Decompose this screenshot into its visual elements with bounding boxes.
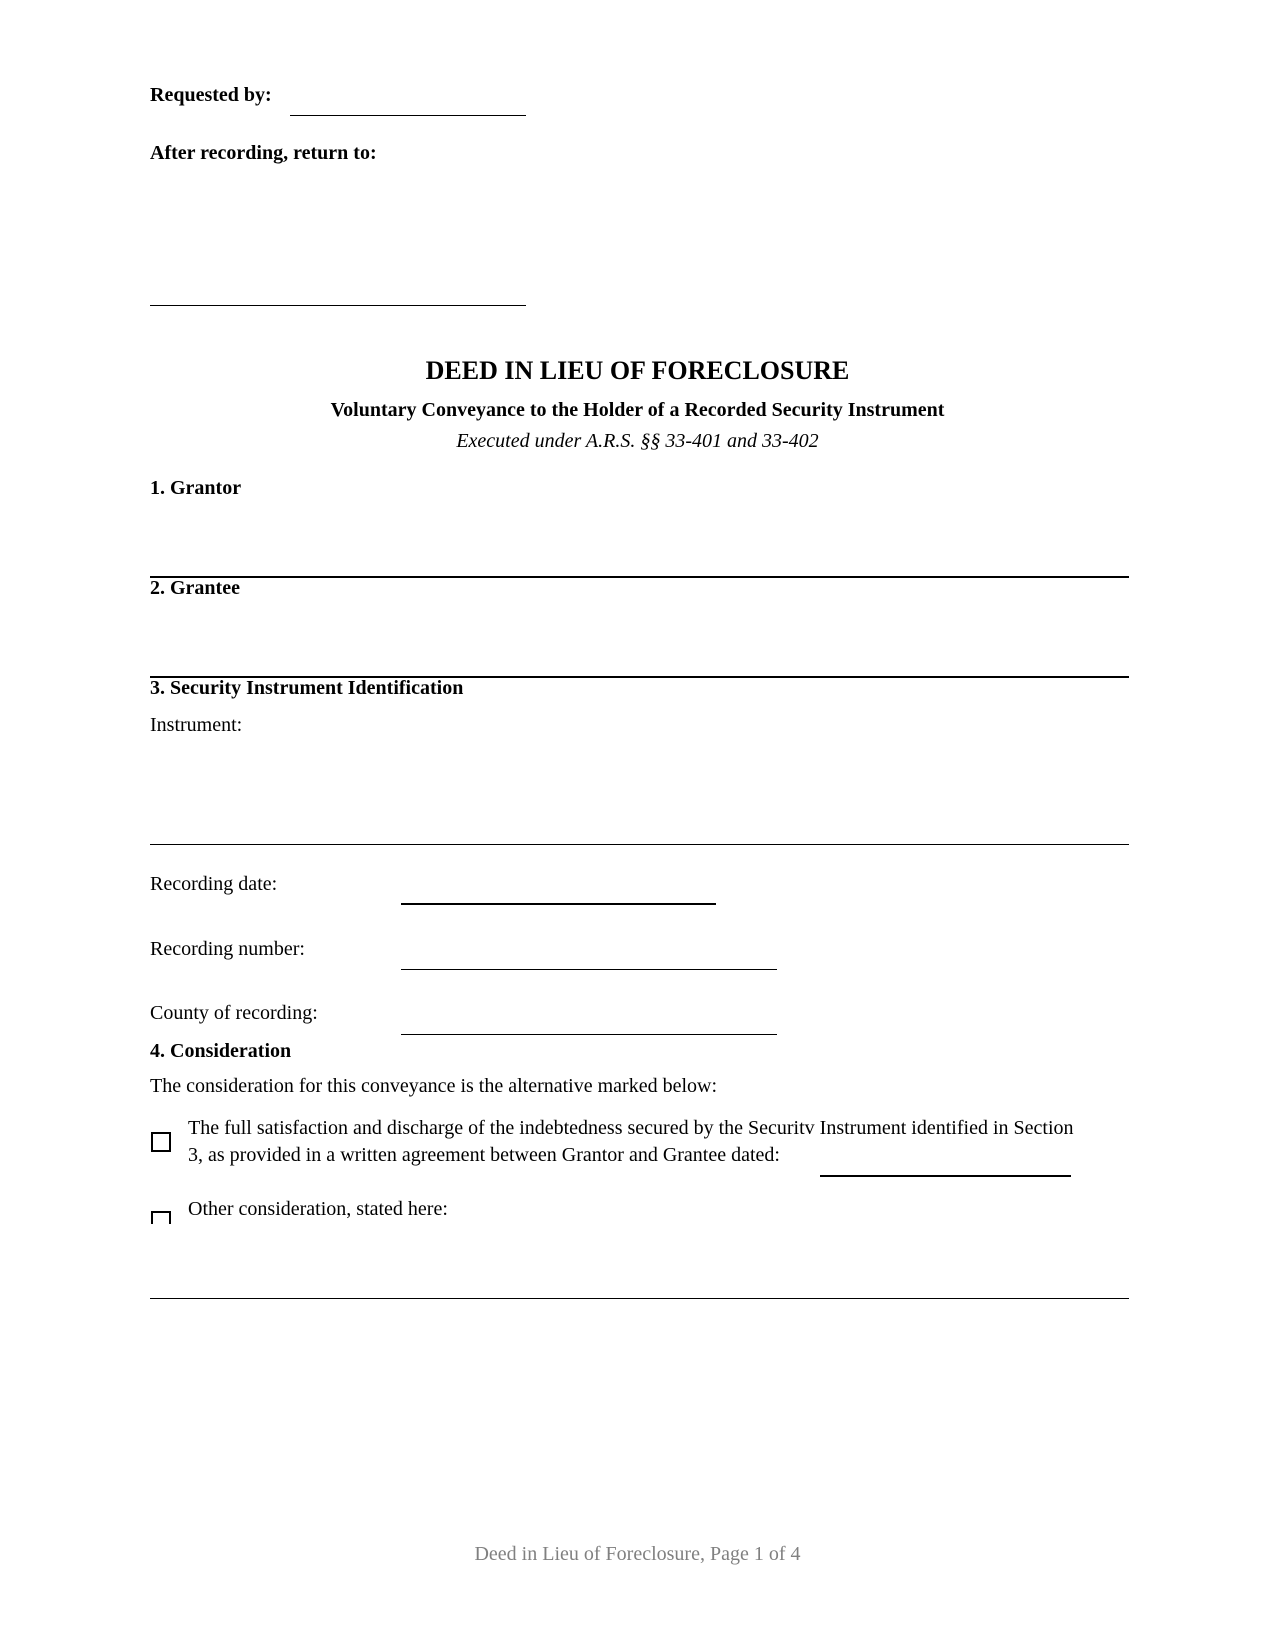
requested-by-field[interactable] [290, 115, 526, 116]
page-footer: Deed in Lieu of Foreclosure, Page 1 of 4 [474, 1543, 801, 1565]
grantor-heading: 1. Grantor [150, 477, 242, 499]
option-other-consideration-label: Other consideration, stated here: [188, 1198, 448, 1220]
option-full-satisfaction-line1: The full satisfaction and discharge of the indebtedness secured by the Securitv Instrument identified in Section [188, 1117, 1074, 1139]
option-full-satisfaction-checkbox[interactable] [151, 1132, 171, 1152]
return-to-field[interactable] [150, 305, 526, 306]
grantor-field[interactable] [150, 576, 1129, 578]
recording-number-label: Recording number: [150, 938, 305, 960]
security-instrument-heading: 3. Security Instrument Identification [150, 677, 464, 699]
other-consideration-field[interactable] [150, 1298, 1129, 1299]
recording-date-label: Recording date: [150, 873, 278, 895]
recording-number-field[interactable] [401, 969, 777, 970]
document-title: DEED IN LIEU OF FORECLOSURE [425, 356, 850, 385]
option-full-satisfaction-line2: 3, as provided in a written agreement between Grantor and Grantee dated: [188, 1144, 780, 1166]
instrument-field[interactable] [150, 844, 1129, 845]
recording-date-field[interactable] [401, 903, 716, 905]
consideration-heading: 4. Consideration [150, 1040, 292, 1062]
agreement-date-field[interactable] [820, 1175, 1071, 1177]
consideration-intro: The consideration for this conveyance is the alternative marked below: [150, 1075, 718, 1097]
statute-reference: Executed under A.R.S. §§ 33-401 and 33-402 [456, 430, 819, 452]
county-label: County of recording: [150, 1002, 318, 1024]
grantee-heading: 2. Grantee [150, 577, 240, 599]
option-other-consideration-checkbox[interactable] [151, 1211, 171, 1224]
return-to-label: After recording, return to: [150, 142, 377, 164]
county-field[interactable] [401, 1034, 777, 1035]
requested-by-label: Requested by: [150, 84, 272, 106]
document-subtitle: Voluntary Conveyance to the Holder of a Recorded Security Instrument [330, 399, 945, 421]
instrument-label: Instrument: [150, 714, 243, 736]
